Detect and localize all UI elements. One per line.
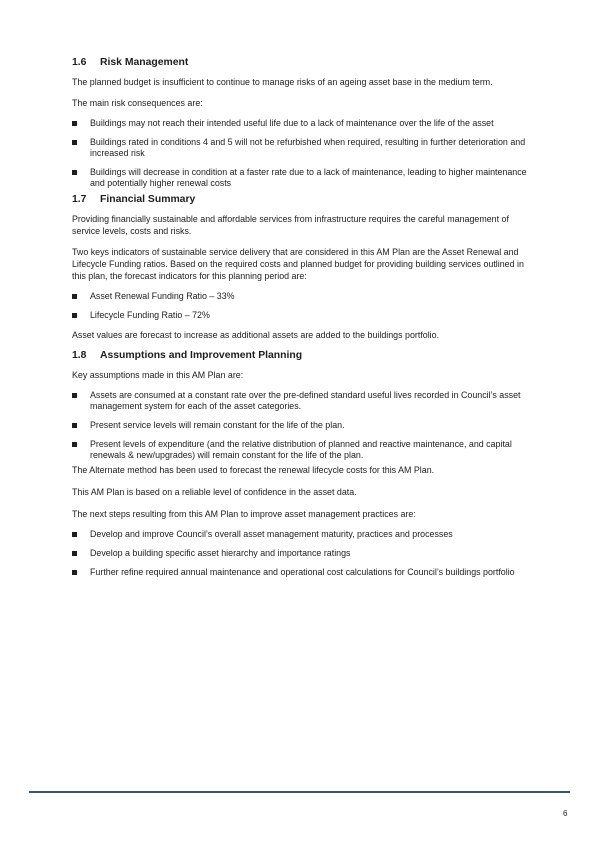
section-title: Financial Summary <box>100 194 196 205</box>
list-item <box>72 529 532 540</box>
footer-rule <box>29 791 570 793</box>
section-title: Risk Management <box>100 57 189 68</box>
bullet-icon <box>72 393 77 398</box>
paragraph: The next steps resulting from this AM Plan to improve asset management practices are: <box>72 509 416 519</box>
bullet-list <box>72 118 532 189</box>
section-title: Assumptions and Improvement Planning <box>100 350 303 361</box>
bullet-list <box>72 529 532 578</box>
list-item <box>72 118 532 129</box>
page-content <box>72 56 532 578</box>
bullet-list <box>72 291 532 321</box>
list-item <box>72 390 532 412</box>
list-item <box>72 567 532 578</box>
bullet-icon <box>72 532 77 537</box>
list-item-text: Further refine required annual maintenance and operational cost calculations for Council’s buildings portfolio <box>90 567 515 577</box>
list-item-text: Buildings will decrease in condition at a faster rate due to a lack of maintenance, leading to higher maintenance and potentially higher renewal costs <box>90 167 527 188</box>
list-item-text: Buildings rated in conditions 4 and 5 will not be refurbished when required, resulting in further deterioration and increased risk <box>90 137 526 158</box>
bullet-icon <box>72 313 77 318</box>
paragraph: Two keys indicators of sustainable service delivery that are considered in this AM Plan are the Asset Renewal and Lifecycle Funding ratios. Based on the required costs and planned budget for providing building services outlined in this plan, the forecast indicators for this planning period are: <box>72 247 524 281</box>
list-item-text: Present levels of expenditure (and the relative distribution of planned and reactive maintenance, and capital renewals & new/upgrades) will remain constant for the life of the plan. <box>90 439 512 460</box>
paragraph: The planned budget is insufficient to continue to manage risks of an ageing asset base in the medium term. <box>72 77 493 87</box>
paragraph: The Alternate method has been used to forecast the renewal lifecycle costs for this AM Plan. <box>72 465 435 475</box>
list-item <box>72 420 532 431</box>
bullet-icon <box>72 294 77 299</box>
bullet-icon <box>72 551 77 556</box>
bullet-icon <box>72 570 77 575</box>
section-number: 1.6 <box>72 57 87 68</box>
list-item-text: Present service levels will remain constant for the life of the plan. <box>90 420 345 430</box>
paragraph: Asset values are forecast to increase as additional assets are added to the buildings portfolio. <box>72 330 440 340</box>
section-heading-financial-summary <box>72 193 532 207</box>
bullet-icon <box>72 442 77 447</box>
section-number: 1.7 <box>72 194 87 205</box>
section-heading-risk-management <box>72 56 532 70</box>
list-item-text: Assets are consumed at a constant rate over the pre-defined standard useful lives recorded in Council’s asset management system for each of the asset categories. <box>90 390 521 411</box>
list-item <box>72 548 532 559</box>
bullet-icon <box>72 170 77 175</box>
page-number: 6 <box>563 809 568 818</box>
list-item-text: Buildings may not reach their intended useful life due to a lack of maintenance over the life of the asset <box>90 118 494 128</box>
paragraph: Providing financially sustainable and affordable services from infrastructure requires the careful management of service levels, costs and risks. <box>72 214 509 236</box>
list-item <box>72 167 532 189</box>
bullet-icon <box>72 121 77 126</box>
list-item-text: Develop and improve Council’s overall asset management maturity, practices and processes <box>90 529 453 539</box>
list-item-text: Lifecycle Funding Ratio – 72% <box>90 310 210 320</box>
list-item <box>72 310 532 321</box>
list-item <box>72 439 532 461</box>
list-item-text: Asset Renewal Funding Ratio – 33% <box>90 291 235 301</box>
list-item <box>72 137 532 159</box>
section-heading-assumptions <box>72 349 532 363</box>
section-number: 1.8 <box>72 350 87 361</box>
bullet-icon <box>72 140 77 145</box>
list-item-text: Develop a building specific asset hierarchy and importance ratings <box>90 548 351 558</box>
bullet-list <box>72 390 532 461</box>
paragraph: This AM Plan is based on a reliable level of confidence in the asset data. <box>72 487 357 497</box>
bullet-icon <box>72 423 77 428</box>
list-item <box>72 291 532 302</box>
paragraph: The main risk consequences are: <box>72 98 203 108</box>
paragraph: Key assumptions made in this AM Plan are: <box>72 370 244 380</box>
